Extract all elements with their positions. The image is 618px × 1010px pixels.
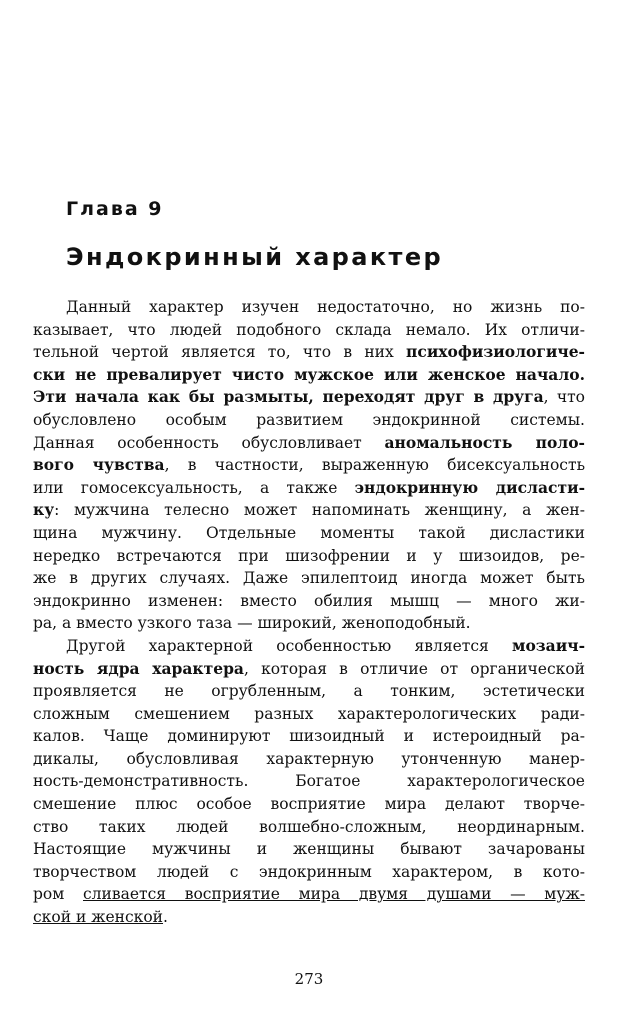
text-segment: ство таких людей волшебно-сложным, неординарным.: [33, 817, 585, 836]
text-segment: эндокринно изменен: вместо обилия мышц — много жи-: [33, 591, 585, 610]
text-segment: дикалы, обусловливая характерную утонченную манер-: [33, 749, 585, 768]
text-line: [33, 838, 585, 861]
body-text: [33, 296, 585, 929]
text-segment: или гомосексуальность, а также: [33, 478, 355, 497]
text-segment: щина мужчину. Отдельные моменты такой дисластики: [33, 523, 585, 542]
bold-text: эндокринную дисласти-: [354, 477, 586, 497]
bold-text: аномальность поло-: [384, 432, 585, 452]
bold-text: Эти начала как бы размыты, переходят друг в друга: [33, 387, 544, 407]
text-line: [33, 341, 585, 364]
text-line: [33, 816, 585, 839]
text-segment: Данная особенность обусловливает: [33, 433, 385, 452]
text-segment: нередко встречаются при шизофрении и у шизоидов, ре-: [33, 546, 585, 565]
text-line: [33, 658, 585, 681]
text-line: [33, 409, 585, 432]
text-line: [33, 725, 585, 748]
chapter-label: Глава 9: [66, 198, 164, 220]
bold-text: мозаич-: [511, 635, 585, 655]
text-segment: , что: [543, 388, 585, 407]
text-line: [33, 545, 585, 568]
text-line: [33, 477, 585, 500]
text-segment: ра, а вместо узкого таза — широкий, женоподобный.: [33, 614, 471, 633]
chapter-title: Эндокринный характер: [66, 243, 444, 271]
text-line: [33, 703, 585, 726]
text-line: [33, 635, 585, 658]
text-line: [33, 612, 585, 635]
text-line: [33, 680, 585, 703]
text-line: [33, 454, 585, 477]
underlined-text: сливается восприятие мира двумя душами — муж-: [83, 885, 585, 904]
text-line: [33, 590, 585, 613]
text-line: [33, 499, 585, 522]
text-line: [33, 364, 585, 387]
bold-text: психофизиологиче-: [406, 342, 585, 362]
text-line: [33, 861, 585, 884]
bold-text: вого чувства: [33, 455, 165, 475]
text-segment: ность-демонстративность. Богатое характерологическое: [33, 772, 585, 791]
text-segment: Настоящие мужчины и женщины бывают зачарованы: [33, 840, 585, 859]
text-segment: же в других случаях. Даже эпилептоид иногда может быть: [33, 569, 585, 588]
text-line: [33, 567, 585, 590]
underlined-text: ской и женской: [33, 908, 164, 927]
text-line: [33, 432, 585, 455]
text-line: [33, 319, 585, 342]
paragraph: [33, 296, 585, 635]
text-line: [33, 793, 585, 816]
text-segment: казывает, что людей подобного склада немало. Их отличи-: [33, 320, 585, 339]
text-segment: проявляется не огрубленным, а тонким, эстетически: [33, 682, 585, 701]
text-segment: творчеством людей с эндокринным характером, в кото-: [33, 862, 585, 881]
text-segment: тельной чертой является то, что в них: [33, 343, 407, 362]
text-line: [33, 883, 585, 906]
text-segment: сложным смешением разных характерологических ради-: [33, 704, 585, 723]
bold-text: ность ядра характера: [33, 658, 244, 678]
text-segment: обусловлено особым развитием эндокринной системы.: [33, 410, 585, 429]
text-line: [33, 906, 585, 929]
text-segment: Данный характер изучен недостаточно, но жизнь по-: [66, 298, 585, 316]
bold-text: ски не превалирует чисто мужское или женское начало.: [33, 364, 585, 384]
text-segment: Другой характерной особенностью является: [66, 636, 512, 655]
text-segment: ром: [33, 885, 83, 904]
paragraph: [33, 635, 585, 929]
text-segment: , в частности, выраженную бисексуальность: [164, 456, 586, 475]
text-line: [33, 770, 585, 793]
text-line: [33, 522, 585, 545]
text-segment: : мужчина телесно может напоминать женщину, а жен-: [54, 501, 585, 520]
text-line: [33, 296, 585, 319]
text-segment: .: [163, 908, 168, 927]
text-segment: калов. Чаще доминируют шизоидный и истероидный ра-: [33, 727, 585, 746]
text-line: [33, 386, 585, 409]
text-line: [33, 748, 585, 771]
text-segment: смешение плюс особое восприятие мира делают творче-: [33, 795, 585, 814]
text-segment: , которая в отличие от органической: [243, 659, 585, 678]
page-number: 273: [294, 970, 324, 988]
bold-text: ку: [33, 500, 55, 520]
